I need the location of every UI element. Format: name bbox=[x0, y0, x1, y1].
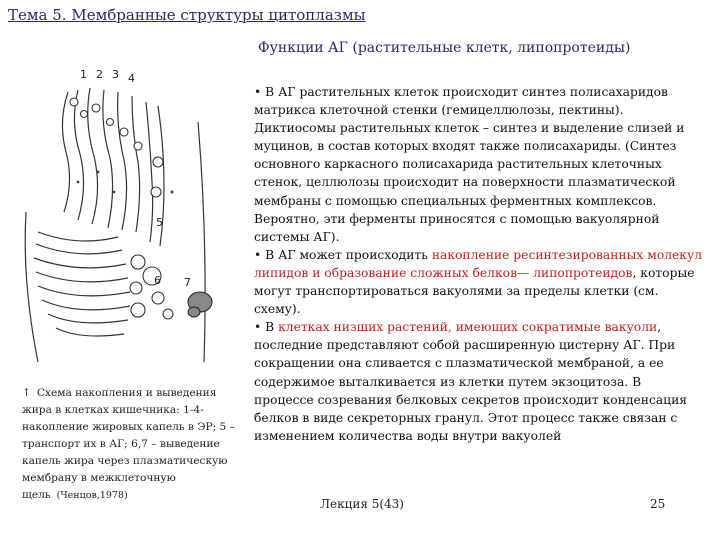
fat-transport-diagram bbox=[18, 62, 236, 382]
slide-body bbox=[254, 83, 704, 445]
figure-label-7: 7 bbox=[184, 276, 191, 289]
figure-caption bbox=[22, 385, 237, 504]
highlight-lipoproteins: накопление ресинтезированных молекул липидов и образование сложных белков— липопротеидов bbox=[254, 247, 703, 280]
up-arrow-icon: ↑ bbox=[22, 387, 31, 399]
slide-subtitle: Функции АГ (растительные клетк, липопротеиды) bbox=[258, 40, 631, 56]
figure-label-1: 1 bbox=[80, 68, 87, 81]
figure-label-3: 3 bbox=[112, 68, 119, 81]
highlight-contractile-vacuoles: клетках низших растений, имеющих сократимые вакуоли bbox=[278, 320, 658, 335]
figure-label-4: 4 bbox=[128, 72, 135, 85]
page-number: 25 bbox=[650, 497, 666, 511]
lecture-label: Лекция 5(43) bbox=[320, 497, 404, 511]
topic-title: Тема 5. Мембранные структуры цитоплазмы bbox=[8, 6, 366, 24]
figure-label-5: 5 bbox=[156, 216, 163, 229]
figure-label-2: 2 bbox=[96, 68, 103, 81]
caption-citation: (Ченцов,1978) bbox=[56, 490, 128, 501]
paragraph-contractile-vacuoles bbox=[254, 318, 704, 445]
caption-text: Схема накопления и выведения жира в клетках кишечника: 1-4- накопление жировых капель в ЭР; 5 – транспорт их в АГ; 6,7 – выведение капель жира через плазматическую мембрану в межклеточную щель bbox=[22, 387, 235, 501]
paragraph-lipoproteins-suffix: , которые могут транспортироваться вакуолями за пределы клетки (см. схему). bbox=[254, 265, 695, 317]
paragraph-lipoproteins-prefix: • В АГ может происходить bbox=[254, 247, 432, 262]
paragraph-vacuoles-suffix: , последние представляют собой расширенную цистерну АГ. При сокращении она сливается с плазматической мембраной, а ее содержимое выталкивается из клетки путем экзоцитоза. В процессе созревания белковых секретов происходит конденсация белков в виде секреторных гранул. Этот процесс также связан с изменением количества воды внутри вакуолей bbox=[254, 320, 688, 443]
figure-label-6: 6 bbox=[154, 274, 161, 287]
paragraph-plant-polysaccharides: • В АГ растительных клеток происходит синтез полисахаридов матрикса клеточной стенки (гемицеллюлозы, пектины). Диктиосомы растительных клеток – синтез и выделение слизей и муцинов, в состав которых входят также полисахариды. (Синтез основного каркасного полисахарида растительных клеточных стенок, целлюлозы происходит на поверхности плазматической мембраны с помощью специальных ферментных комплексов. Вероятно, эти ферменты приносятся с помощью вакуолярной системы АГ). bbox=[254, 85, 685, 244]
paragraph-vacuoles-prefix: • В bbox=[254, 320, 279, 335]
paragraph-lipoproteins bbox=[254, 246, 704, 318]
